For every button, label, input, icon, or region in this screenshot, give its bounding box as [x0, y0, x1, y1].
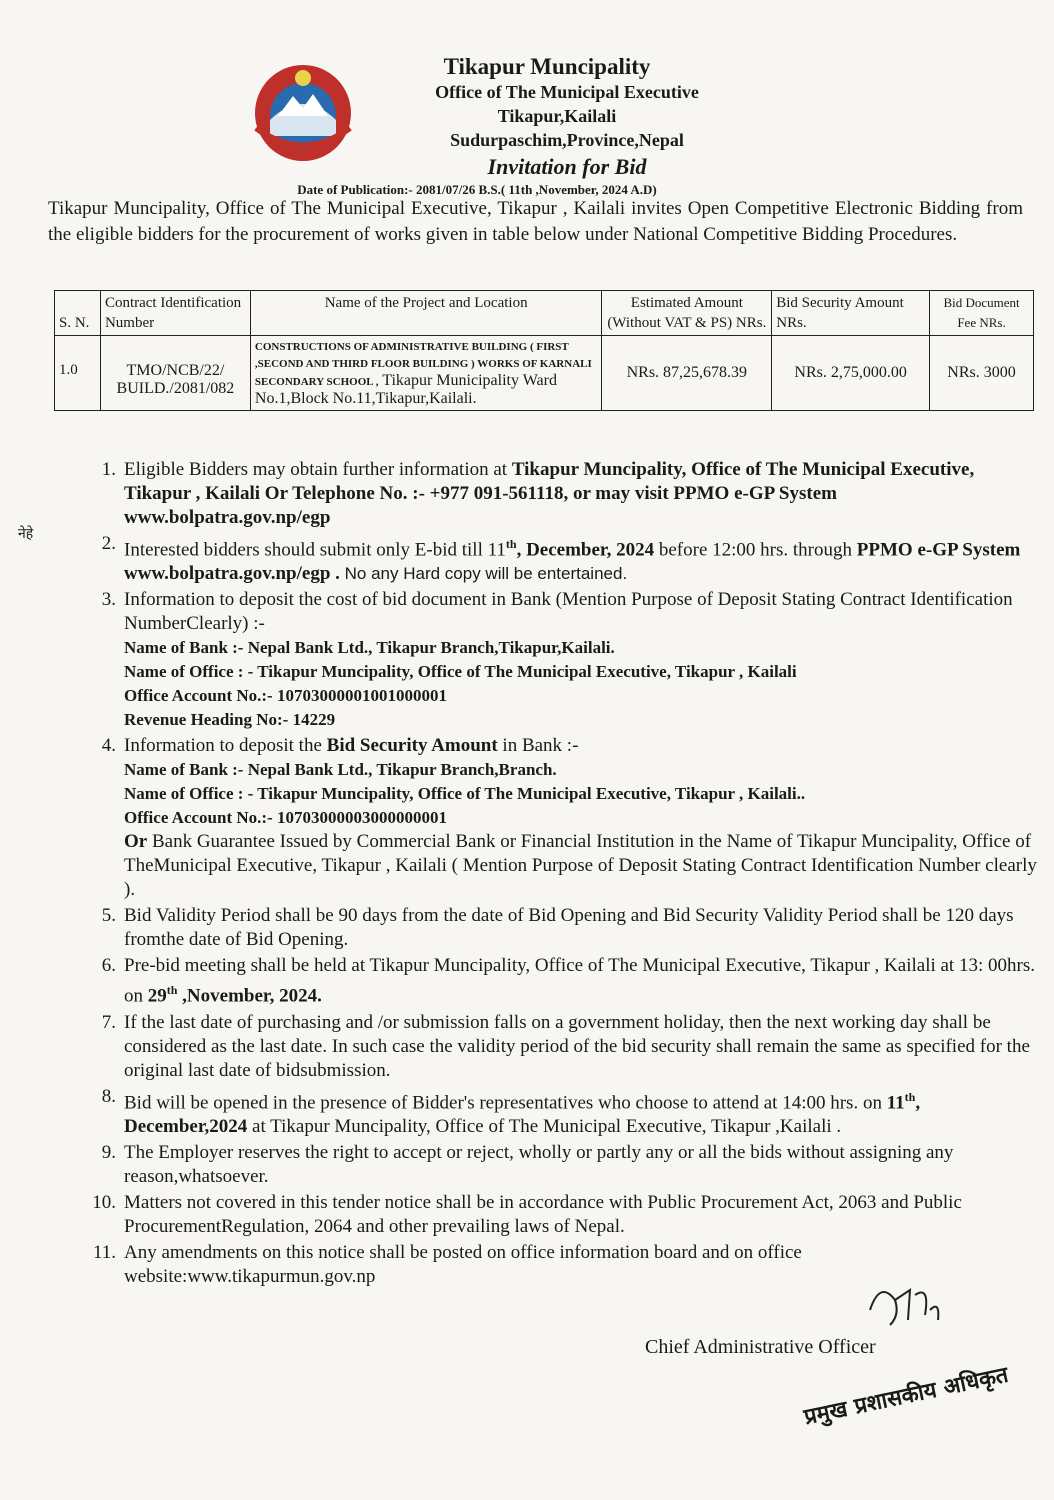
place-name: Tikapur,Kailali	[497, 106, 617, 126]
list-item: 6. Pre-bid meeting shall be held at Tikapur Muncipality, Office of The Municipal Executive, Tikapur , Kailali at 13: 00hrs. on 29th ,November, 2024.	[101, 955, 1035, 1007]
header-sn: S. N.	[55, 291, 101, 336]
signatory-title-nepali: प्रमुख प्रशासकीय अधिकृत	[801, 1362, 1011, 1431]
list-item: 2. Interested bidders should submit only E-bid till 11th, December, 2024 before 12:00 hrs. through PPMO e-GP System www.bolpatra.gov.np/egp . No any Hard copy will be entertained.	[101, 533, 1021, 585]
table-row	[55, 336, 1034, 411]
signatory-title: Chief Administrative Officer	[645, 1336, 876, 1358]
cell-fee: NRs. 3000	[930, 336, 1034, 411]
list-item: 5. Bid Validity Period shall be 90 days from the date of Bid Opening and Bid Security Validity Period shall be 120 days fromthe date of Bid Opening.	[101, 905, 1014, 951]
office-name: Office of The Municipal Executive	[435, 82, 699, 102]
list-item: 9. The Employer reserves the right to accept or reject, wholly or partly any or all the bids without assigning any reason,whatsoever.	[101, 1141, 954, 1187]
signature-icon	[860, 1270, 950, 1340]
notice-title: Invitation for Bid	[487, 154, 647, 179]
publication-date: Date of Publication:- 2081/07/26 B.S.( 11th ,November, 2024 A.D)	[297, 182, 657, 197]
intro-paragraph: Tikapur Muncipality, Office of The Municipal Executive, Tikapur , Kailali invites Open Competitive Electronic Bidding from the eligible bidders for the procurement of works given in table below under National Competitive Bidding Procedures.	[48, 198, 1023, 245]
header-contract-id: Contract Identification Number	[100, 291, 250, 336]
list-item: 8. Bid will be opened in the presence of Bidder's representatives who choose to attend at 14:00 hrs. on 11th, December,2024 at Tikapur Muncipality, Office of The Municipal Executive, Tikapur ,Kailali .	[101, 1085, 921, 1137]
project-location: Tikapur Municipality Ward No.1,Block No.11,Tikapur,Kailali.	[254, 372, 557, 407]
list-item: 10. Matters not covered in this tender notice shall be in accordance with Public Procurement Act, 2063 and Public ProcurementRegulation, 2064 and other prevailing laws of Nepal.	[92, 1191, 962, 1237]
cell-security: NRs. 2,75,000.00	[772, 336, 930, 411]
cell-estimate: NRs. 87,25,678.39	[602, 336, 772, 411]
header-project: Name of the Project and Location	[250, 291, 602, 336]
province-name: Sudurpaschim,Province,Nepal	[450, 130, 684, 150]
margin-note: नेहे	[18, 527, 34, 542]
bid-table	[54, 290, 1034, 411]
municipality-name: Tikapur Muncipality	[443, 54, 651, 79]
header-fee: Bid Document Fee NRs.	[930, 291, 1034, 336]
list-item: 4. Information to deposit the Bid Security Amount in Bank :- Name of Bank :- Nepal Bank Ltd., Tikapur Branch,Branch. Name of Office : - Tikapur Muncipality, Office of The Municipal Executive, Tikapur , Kailali.. Office Account No.:- 10703000003000000001 Or Bank Guarantee Issued by Commercial Bank or Financial Institution in the Name of Tikapur Muncipality, Office of TheMunicipal Executive, Tikapur , Kailali ( Mention Purpose of Deposit Stating Contract Identification Number clearly ).	[101, 735, 1037, 901]
list-item: 3. Information to deposit the cost of bid document in Bank (Mention Purpose of Deposit Stating Contract Identification NumberClearly) :- Name of Bank :- Nepal Bank Ltd., Tikapur Branch,Tikapur,Kailali. Name of Office : - Tikapur Muncipality, Office of The Municipal Executive, Tikapur , Kailali Office Account No.:- 10703000001001000001 Revenue Heading No:- 14229	[101, 589, 1013, 730]
conditions-list	[84, 458, 1039, 1291]
header-security: Bid Security Amount NRs.	[772, 291, 930, 336]
list-item: 1. Eligible Bidders may obtain further information at Tikapur Muncipality, Office of The Municipal Executive, Tikapur , Kailali Or Telephone No. :- +977 091-561118, or may visit PPMO e-GP System www.bolpatra.gov.np/egp	[101, 459, 975, 528]
table-header-row	[55, 291, 1034, 336]
cell-sn: 1.0	[55, 336, 101, 411]
project-name-caps: CONSTRUCTIONS OF ADMINISTRATIVE BUILDING ( FIRST ,SECOND AND THIRD FLOOR BUILDING ) WORKS OF KARNALI SECONDARY SCHOOL ,	[254, 341, 592, 388]
cell-contract-id: TMO/NCB/22/ BUILD./2081/082	[100, 336, 250, 411]
header-estimate: Estimated Amount (Without VAT & PS) NRs.	[602, 291, 772, 336]
list-item: 11. Any amendments on this notice shall be posted on office information board and on office website:www.tikapurmun.gov.np	[92, 1241, 802, 1287]
cell-project	[250, 336, 602, 411]
list-item: 7. If the last date of purchasing and /or submission falls on a government holiday, then the next working day shall be considered as the last date. In such case the validity period of the bid security shall remain the same as specified for the original last date of bidsubmission.	[101, 1011, 1030, 1081]
